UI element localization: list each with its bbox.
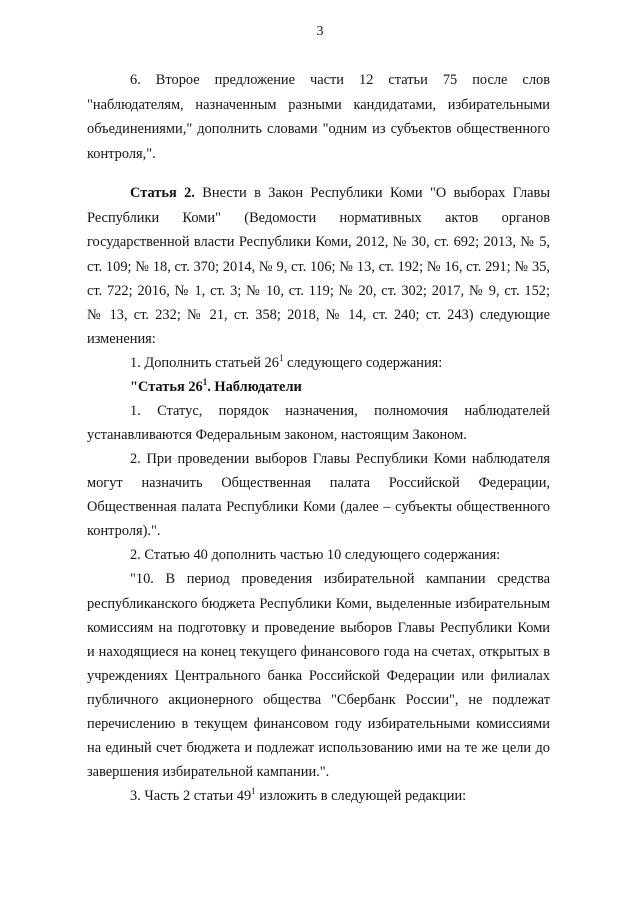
text-fragment: изложить в следующей редакции: — [255, 788, 467, 804]
text-line: изменения: — [87, 331, 156, 347]
text-line — [130, 785, 550, 808]
text-line: на единый счет бюджета и подлежат использованию ими на те же цели до — [87, 740, 550, 756]
text-fragment: "Статья 26 — [130, 379, 203, 395]
text-line: 2. Статью 40 дополнить частью 10 следующего содержания: — [130, 547, 501, 563]
text-line: могут назначить Общественная палата Российской Федерации, — [87, 475, 550, 491]
text-line: Республики Коми" (Ведомости нормативных актов органов — [87, 210, 550, 226]
superscript: 1 — [278, 353, 284, 363]
text-line: контроля).". — [87, 523, 161, 539]
text-fragment: . Наблюдатели — [207, 379, 302, 395]
text-line: "10. В период проведения избирательной кампании средства — [130, 571, 550, 587]
text-line: Общественная палата Республики Коми (далее – субъекты общественного — [87, 499, 550, 515]
text-line: учреждениях Центрального банка Российской Федерации или филиалах — [87, 668, 550, 684]
text-fragment: 1. Дополнить статьей 26 — [130, 355, 279, 371]
superscript: 1 — [202, 377, 208, 387]
page-number: 3 — [316, 24, 324, 39]
text-line: "наблюдателям, назначенным разными кандидатами, избирательными — [87, 97, 550, 113]
text-line: публичного акционерного общества "Сбербанк России", не подлежат — [87, 692, 550, 708]
text-line: № 13, ст. 232; № 21, ст. 358; 2018, № 14, ст. 240; ст. 243) следующие — [87, 307, 550, 323]
text-line — [130, 352, 550, 375]
text-fragment: Внести в Закон Республики Коми "О выборах Главы — [202, 185, 550, 201]
text-line: и находящиеся на конец текущего финансового года на счетах, открытых в — [87, 644, 550, 660]
text-line: объединениями," дополнить словами "одним из субъектов общественного — [87, 121, 550, 137]
text-line: 1. Статус, порядок назначения, полномочия наблюдателей — [130, 403, 550, 419]
text-fragment: следующего содержания: — [283, 355, 443, 371]
text-line: ст. 109; № 18, ст. 370; 2014, № 9, ст. 106; № 13, ст. 192; № 16, ст. 291; № 35, — [87, 259, 550, 275]
text-line: комиссиям на подготовку и проведение выборов Главы Республики Коми — [87, 620, 550, 636]
article-title — [130, 376, 550, 399]
text-line: ст. 722; 2016, № 1, ст. 3; № 10, ст. 119; № 20, ст. 302; 2017, № 9, ст. 152; — [87, 283, 550, 299]
text-line: республиканского бюджета Республики Коми, выделенные избирательным — [87, 596, 550, 612]
text-line: 2. При проведении выборов Главы Республики Коми наблюдателя — [130, 451, 550, 467]
text-line: 6. Второе предложение части 12 статьи 75 после слов — [130, 72, 550, 88]
article-heading: Статья 2. — [130, 185, 195, 201]
superscript: 1 — [251, 786, 256, 796]
text-line: устанавливаются Федеральным законом, настоящим Законом. — [87, 427, 467, 443]
text-line: государственной власти Республики Коми, 2012, № 30, ст. 692; 2013, № 5, — [87, 234, 550, 250]
article-intro-line — [130, 182, 550, 205]
text-fragment: 3. Часть 2 статьи 49 — [130, 788, 252, 804]
text-line: контроля,". — [87, 146, 156, 162]
text-line: перечислению в текущем финансовом году избирательными комиссиями — [87, 716, 550, 732]
text-line: завершения избирательной кампании.". — [87, 764, 330, 780]
